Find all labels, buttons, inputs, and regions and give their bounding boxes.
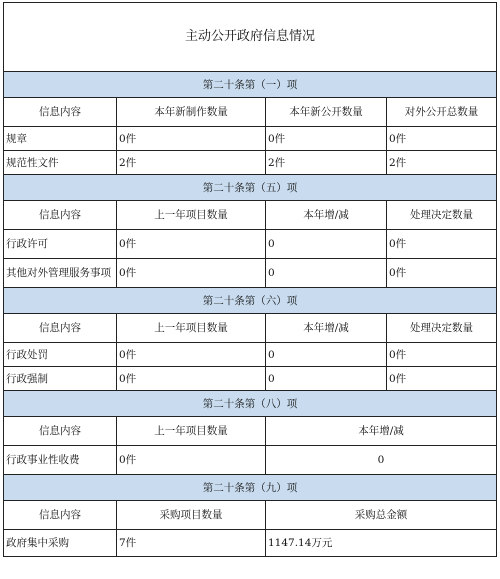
column-header: 处理决定数量 bbox=[387, 314, 497, 343]
table-row bbox=[4, 446, 497, 475]
row-label: 行政处罚 bbox=[4, 343, 117, 367]
cell-value: 0件 bbox=[117, 127, 266, 151]
table-row bbox=[4, 151, 497, 175]
cell-value: 0件 bbox=[117, 446, 266, 475]
cell-value: 7件 bbox=[117, 530, 266, 557]
title-row bbox=[4, 3, 497, 72]
cell-value: 0件 bbox=[117, 259, 266, 288]
row-label: 行政许可 bbox=[4, 230, 117, 259]
column-header: 本年增/减 bbox=[266, 417, 497, 446]
cell-value: 0 bbox=[266, 230, 387, 259]
header-row bbox=[4, 314, 497, 343]
column-header: 处理决定数量 bbox=[387, 201, 497, 230]
cell-value: 0 bbox=[266, 259, 387, 288]
row-label: 行政强制 bbox=[4, 367, 117, 391]
cell-value: 0件 bbox=[387, 127, 497, 151]
table-row bbox=[4, 530, 497, 557]
cell-value: 0件 bbox=[387, 343, 497, 367]
header-row bbox=[4, 98, 497, 127]
disclosure-document bbox=[3, 2, 496, 577]
row-label: 政府集中采购 bbox=[4, 530, 117, 557]
column-header: 本年增/减 bbox=[266, 314, 387, 343]
column-header: 上一年项目数量 bbox=[117, 417, 266, 446]
column-header: 信息内容 bbox=[4, 314, 117, 343]
cell-value: 2件 bbox=[117, 151, 266, 175]
section-heading: 第二十条第（六）项 bbox=[4, 288, 497, 314]
cell-value: 2件 bbox=[266, 151, 387, 175]
section-heading: 第二十条第（一）项 bbox=[4, 72, 497, 98]
row-label: 其他对外管理服务事项 bbox=[4, 259, 117, 288]
column-header: 信息内容 bbox=[4, 201, 117, 230]
table-row bbox=[4, 367, 497, 391]
column-header: 采购项目数量 bbox=[117, 501, 266, 530]
section-heading: 第二十条第（五）项 bbox=[4, 175, 497, 201]
row-label: 行政事业性收费 bbox=[4, 446, 117, 475]
column-header: 上一年项目数量 bbox=[117, 314, 266, 343]
cell-value: 0件 bbox=[266, 127, 387, 151]
table-row bbox=[4, 230, 497, 259]
header-row bbox=[4, 417, 497, 446]
section-row bbox=[4, 391, 497, 417]
section-row bbox=[4, 72, 497, 98]
column-header: 信息内容 bbox=[4, 98, 117, 127]
disclosure-table bbox=[3, 2, 497, 557]
header-row bbox=[4, 201, 497, 230]
section-row bbox=[4, 288, 497, 314]
cell-value: 1147.14万元 bbox=[266, 530, 497, 557]
column-header: 信息内容 bbox=[4, 417, 117, 446]
table-row bbox=[4, 127, 497, 151]
cell-value: 0件 bbox=[387, 259, 497, 288]
cell-value: 0件 bbox=[117, 230, 266, 259]
cell-value: 0 bbox=[266, 446, 497, 475]
column-header: 本年新制作数量 bbox=[117, 98, 266, 127]
section-row bbox=[4, 475, 497, 501]
cell-value: 0 bbox=[266, 343, 387, 367]
column-header: 采购总金额 bbox=[266, 501, 497, 530]
section-heading: 第二十条第（九）项 bbox=[4, 475, 497, 501]
column-header: 本年增/减 bbox=[266, 201, 387, 230]
cell-value: 0件 bbox=[117, 343, 266, 367]
row-label: 规章 bbox=[4, 127, 117, 151]
cell-value: 2件 bbox=[387, 151, 497, 175]
column-header: 上一年项目数量 bbox=[117, 201, 266, 230]
column-header: 本年新公开数量 bbox=[266, 98, 387, 127]
cell-value: 0件 bbox=[117, 367, 266, 391]
header-row bbox=[4, 501, 497, 530]
column-header: 信息内容 bbox=[4, 501, 117, 530]
column-header: 对外公开总数量 bbox=[387, 98, 497, 127]
table-row bbox=[4, 343, 497, 367]
cell-value: 0 bbox=[266, 367, 387, 391]
section-row bbox=[4, 175, 497, 201]
row-label: 规范性文件 bbox=[4, 151, 117, 175]
table-title: 主动公开政府信息情况 bbox=[4, 3, 497, 72]
cell-value: 0件 bbox=[387, 367, 497, 391]
cell-value: 0件 bbox=[387, 230, 497, 259]
table-row bbox=[4, 259, 497, 288]
section-heading: 第二十条第（八）项 bbox=[4, 391, 497, 417]
